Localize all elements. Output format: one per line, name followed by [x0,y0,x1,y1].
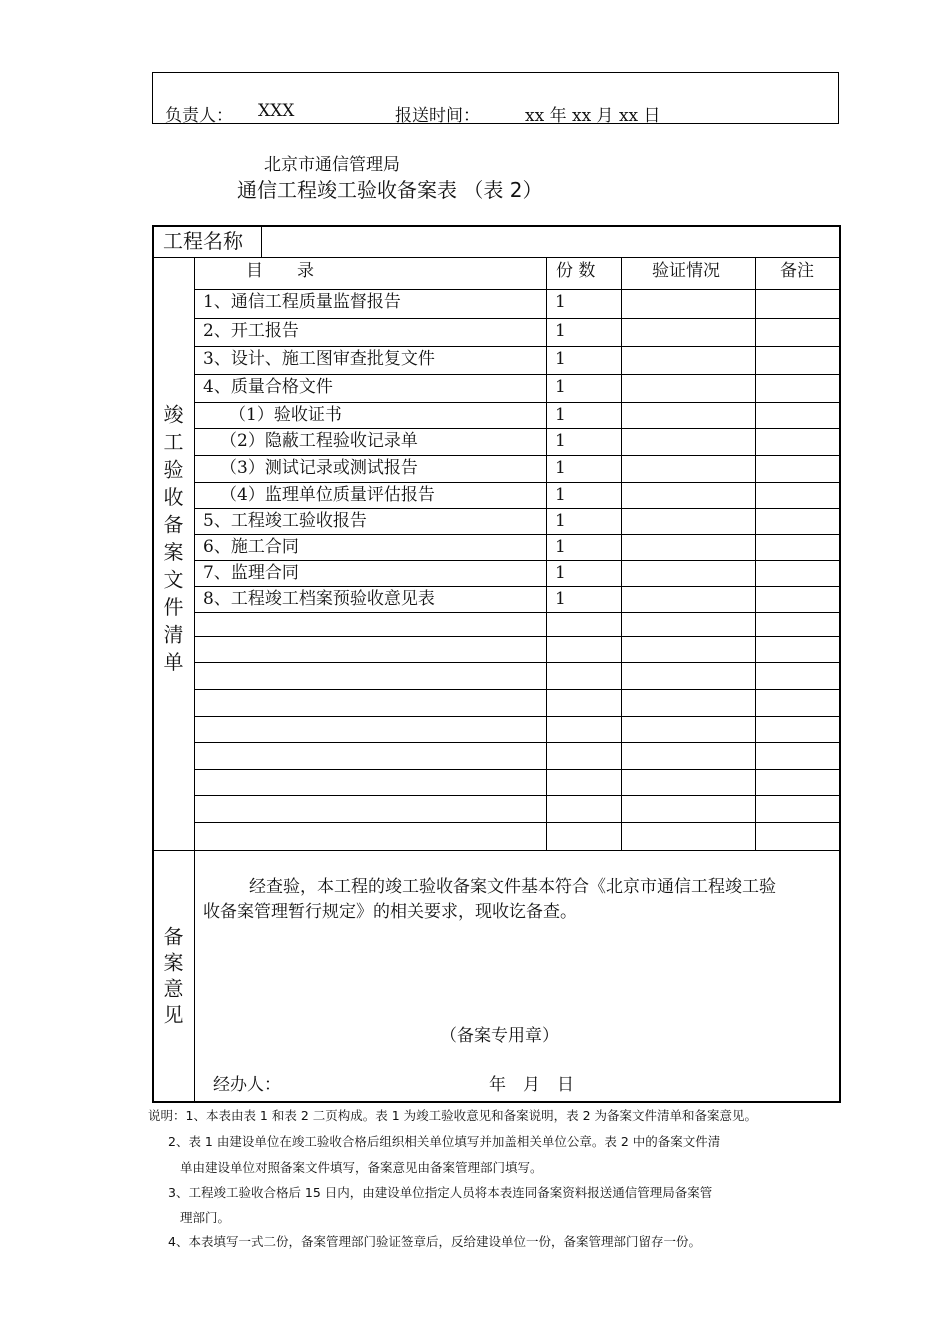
list-item-label: （2）隐蔽工程验收记录单 [220,431,418,451]
table-border-left [152,225,154,1101]
page-title: 通信工程竣工验收备案表 （表 2） [237,178,543,202]
person-value: XXX [258,101,295,121]
list-item-count: 1 [555,431,566,451]
side-label-files: 竣工验收备案文件清单 [160,404,184,679]
row-divider [194,508,839,509]
column-divider [755,257,756,850]
list-item-label: 8、工程竣工档案预验收意见表 [203,589,435,609]
row-divider [194,822,839,823]
side-column-divider [194,257,195,1101]
column-divider [546,257,547,850]
note-1: 说明：1、本表由表 1 和表 2 二页构成。表 1 为竣工验收意见和备案说明，表 2 为备案文件清单和备案意见。 [148,1108,758,1123]
side-label-opinion: 备案意见 [160,926,184,1030]
list-item-label: （1）验收证书 [229,405,342,425]
handler-date-label: 年 月 日 [489,1075,574,1095]
row-divider [194,716,839,717]
note-4: 4、本表填写一式二份，备案管理部门验证签章后，反给建设单位一份，备案管理部门留存一份。 [168,1234,701,1249]
list-item-label: 6、施工合同 [203,537,299,557]
row-divider [194,560,839,561]
opinion-divider [152,850,839,851]
list-item-count: 1 [555,563,566,583]
row-divider [194,346,839,347]
date-label: 报送时间： [395,106,480,126]
table-border-bottom [152,1101,839,1103]
table-border-right [839,225,841,1103]
filing-seal-label: （备案专用章） [440,1026,559,1046]
row-divider [194,769,839,770]
note-3b: 理部门。 [180,1210,231,1225]
row-divider [194,374,839,375]
list-item-count: 1 [555,589,566,609]
row-divider [194,636,839,637]
row-divider [194,402,839,403]
row-divider [194,689,839,690]
column-header-remarks: 备注 [780,261,814,281]
list-item-label: 2、开工报告 [203,321,299,341]
row-divider [194,795,839,796]
row-divider [194,428,839,429]
project-name-divider [261,225,262,257]
header-box [152,72,839,124]
list-item-count: 1 [555,458,566,478]
list-item-count: 1 [555,485,566,505]
row-divider [194,318,839,319]
row-divider [194,482,839,483]
list-item-count: 1 [555,377,566,397]
list-item-count: 1 [555,537,566,557]
note-3: 3、工程竣工验收合格后 15 日内，由建设单位指定人员将本表连同备案资料报送通信管理局备案管 [168,1185,713,1200]
opinion-text-line2: 收备案管理暂行规定》的相关要求，现收讫备查。 [203,902,577,922]
note-2: 2、表 1 由建设单位在竣工验收合格后组织相关单位填写并加盖相关单位公章。表 2 中的备案文件清 [168,1134,721,1149]
row-divider [194,662,839,663]
list-item-label: （4）监理单位质量评估报告 [220,485,435,505]
handler-label: 经办人： [213,1075,281,1095]
column-header-count: 份 数 [556,261,596,281]
list-item-count: 1 [555,349,566,369]
list-item-label: 4、质量合格文件 [203,377,333,397]
project-row-divider [152,257,839,258]
list-item-count: 1 [555,405,566,425]
list-item-label: 3、设计、施工图审查批复文件 [203,349,435,369]
column-header-verification: 验证情况 [652,261,720,281]
list-item-label: 5、工程竣工验收报告 [203,511,367,531]
list-item-label: （3）测试记录或测试报告 [220,458,418,478]
list-item-label: 7、监理合同 [203,563,299,583]
row-divider [194,586,839,587]
project-name-label: 工程名称 [163,229,243,253]
agency-name: 北京市通信管理局 [264,155,400,175]
column-header-items: 目 录 [246,261,314,281]
list-item-count: 1 [555,511,566,531]
table-border-top [152,225,839,227]
list-item-label: 1、通信工程质量监督报告 [203,292,401,312]
list-item-count: 1 [555,292,566,312]
opinion-text-line1: 经查验，本工程的竣工验收备案文件基本符合《北京市通信工程竣工验 [249,877,776,897]
row-divider [194,612,839,613]
row-divider [194,742,839,743]
row-divider [194,289,839,290]
date-value: xx 年 xx 月 xx 日 [525,106,661,126]
row-divider [194,455,839,456]
row-divider [194,534,839,535]
column-divider [621,257,622,850]
list-item-count: 1 [555,321,566,341]
note-2b: 单由建设单位对照备案文件填写，备案意见由备案管理部门填写。 [180,1160,543,1175]
person-label: 负责人： [165,106,233,126]
